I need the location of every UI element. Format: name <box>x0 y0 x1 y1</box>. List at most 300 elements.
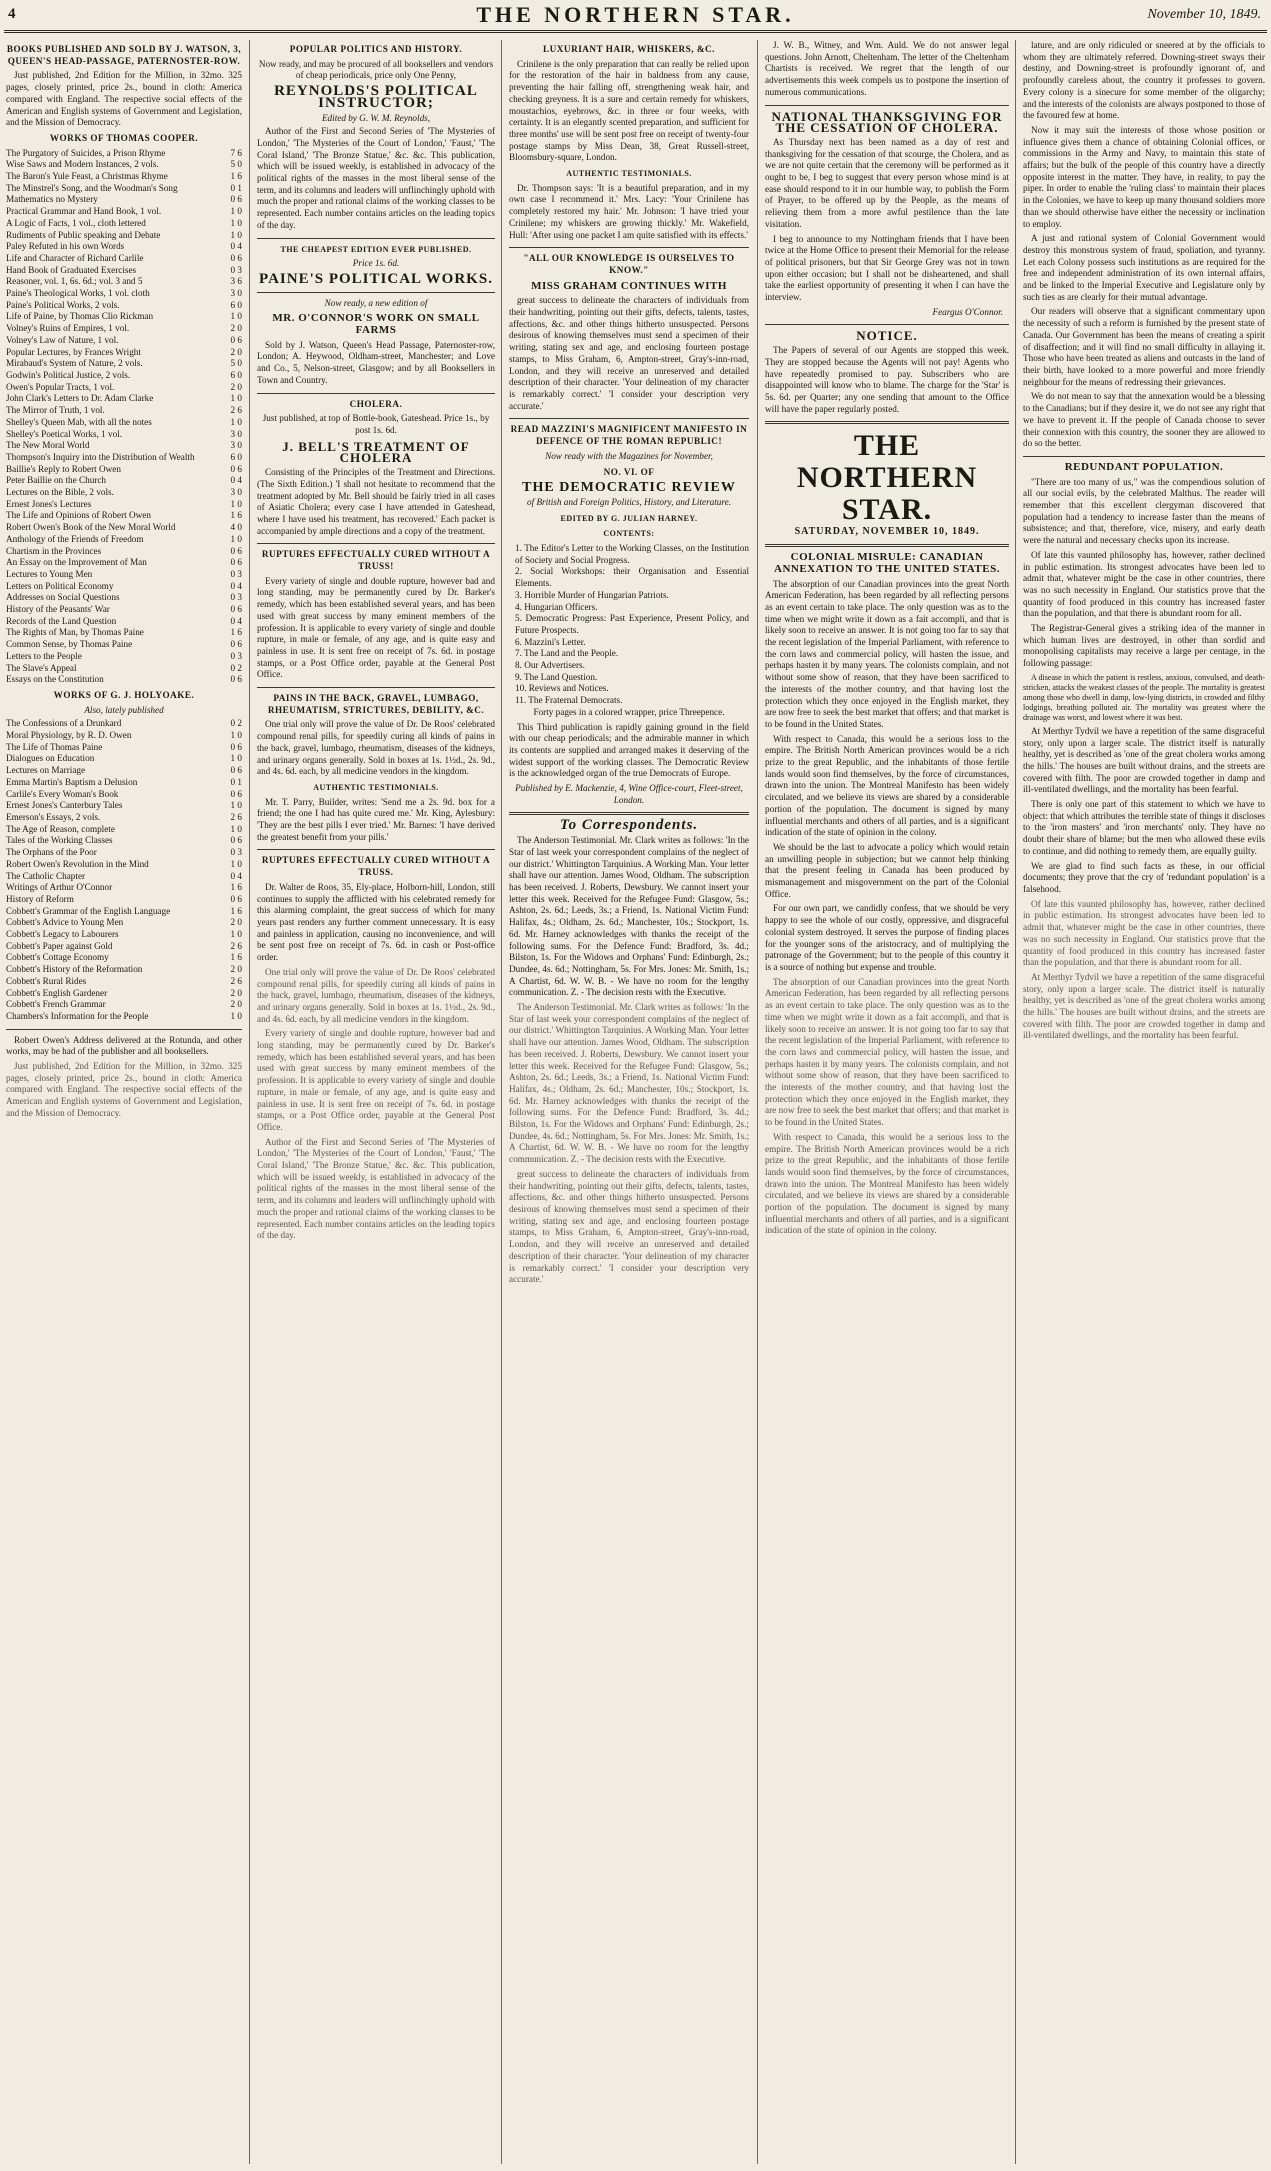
book-price: 0 3 <box>230 847 242 858</box>
book-title: Dialogues on Education <box>6 753 95 764</box>
book-list-item <box>6 393 242 405</box>
contents-item: 1. The Editor's Letter to the Working Classes, on the Institution of Society and Social Progress. <box>515 543 749 565</box>
divider-rule <box>509 418 749 419</box>
notice-heading: NOTICE. <box>856 328 918 344</box>
contents-item: 11. The Fraternal Democrats. <box>515 695 623 706</box>
book-list-item <box>6 616 242 628</box>
book-list-item <box>6 976 242 988</box>
book-price: 1 0 <box>230 416 242 427</box>
book-list-item <box>6 405 242 417</box>
book-title: The Minstrel's Song, and the Woodman's Song <box>6 182 178 193</box>
book-price: 1 0 <box>230 823 242 834</box>
book-price: 1 6 <box>230 510 242 521</box>
review-sub: of British and Foreign Politics, History, and Literature. <box>527 496 731 507</box>
testimonial-heading: AUTHENTIC TESTIMONIALS. <box>313 782 439 792</box>
book-title: Cobbett's Legacy to Labourers <box>6 929 119 940</box>
graham-title: MISS GRAHAM CONTINUES WITH <box>531 279 727 292</box>
book-list-item <box>6 347 242 359</box>
book-list-item <box>6 183 242 195</box>
book-price: 2 0 <box>230 987 242 998</box>
book-price: 1 0 <box>230 800 242 811</box>
book-title: John Clark's Letters to Dr. Adam Clarke <box>6 393 154 404</box>
book-price: 1 0 <box>230 498 242 509</box>
book-price: 1 0 <box>230 533 242 544</box>
book-price: 1 0 <box>230 229 242 240</box>
book-title: The Rights of Man, by Thomas Paine <box>6 627 144 638</box>
book-price: 5 0 <box>230 358 242 369</box>
col1-continuation: Just published, 2nd Edition for the Million, in 32mo. 325 pages, closely printed, price 2s., bound in cloth: America compared with England. The respective social effects of the American and English systems of Government and Legislation, and the Mission of Democracy. <box>6 1061 242 1118</box>
column-3 <box>509 40 749 2164</box>
book-list-item <box>6 812 242 824</box>
pains-body: One trial only will prove the value of Dr. De Roos' celebrated compound renal pills, for speedily curing all kinds of pains in the back, gravel, lumbago, rheumatism, diseases of the kidneys, and urinary organs generally. Sold in boxes at 1s. 1½d., 2s. 9d., and 4s. 6d. each, by all medicine vendors in the kingdom. <box>257 719 495 777</box>
book-price: 6 0 <box>230 369 242 380</box>
ruptures2-heading: RUPTURES EFFECTUALLY CURED WITHOUT A TRUSS. <box>261 855 491 878</box>
divider-rule <box>257 543 495 544</box>
book-price: 2 0 <box>230 964 242 975</box>
review-body: This Third publication is rapidly gaining ground in the field with our cheap periodicals; and the admirable manner in which its contents are supplied and arranged makes it deserving of the widest support of the working classes. The Democratic Review is the acknowledged organ of the true Democrats of Europe. <box>509 721 749 779</box>
column-divider <box>1015 40 1016 2164</box>
oconnor-title: MR. O'CONNOR'S WORK ON SMALL FARMS <box>272 312 480 337</box>
oconnor-heading: Now ready, a new edition of <box>324 297 428 308</box>
column-4 <box>765 40 1009 2164</box>
thanksgiving-heading: NATIONAL THANKSGIVING FOR THE CESSATION OF CHOLERA. <box>771 108 1003 136</box>
contents-item: 2. Social Workshops: their Organisation and Essential Elements. <box>515 566 749 589</box>
book-title: History of the Peasants' War <box>6 604 110 615</box>
book-title: Chartism in the Provinces <box>6 545 102 556</box>
book-price: 0 2 <box>230 718 242 729</box>
review-number: NO. VI. OF <box>603 466 655 477</box>
book-list-item <box>6 311 242 323</box>
merthyr-body: At Merthyr Tydvil we have a repetition of the same disgraceful story, only upon a larger scale. The district itself is naturally healthy, yet is described as 'one of the great cholera works among the hills.' The houses are built without drains, and the streets are covered with filth. The poor are crowded together in damp and ill-ventilated dwellings, and the mortality has been fearful. <box>1023 725 1265 795</box>
book-price: 0 6 <box>230 765 242 776</box>
book-title: Godwin's Political Justice, 2 vols. <box>6 369 131 380</box>
leader-body-3: We should be the last to advocate a policy which would retain an unwilling people in subjection; but we cannot help thinking that the present feeling in Canada has been produced by mismanagement and misgovernment on the part of the Colonial Office. <box>765 841 1009 899</box>
book-price: 2 6 <box>230 940 242 951</box>
book-list-item <box>6 569 242 581</box>
book-list-item <box>6 894 242 906</box>
col2-continuation: One trial only will prove the value of Dr. De Roos' celebrated compound renal pills, for speedily curing all kinds of pains in the back, gravel, lumbago, rheumatism, diseases of the kidneys, and urinary organs generally. Sold in boxes at 1s. 1½d., 2s. 9d., and 4s. 6d. each, by all medicine vendors in the kingdom. Every variety of single and double rupture, however bad and long standing, may be permanently cured by Dr. Barker's remedy, which has been established several years, and has been used with great success by many eminent members of the profession. It is applicable to every variety of single and double rupture, in male or female, of any age, and is quite easy and painless in use. It is sent free on receipt of 7s. 6d. in postage stamps, or a Post Office order, payable at the General Post Office. Author of the First and Second Series of 'The Mysteries of London,' 'The Mysteries of the Court of London,' 'Faust,' 'The Coral Island,' 'The Bronze Statue,' &c. &c. This publication, which will be issued weekly, is established in advocacy of the political rights of the masses in the most liberal sense of the term, and its columns and leaders will unflinchingly uphold with much the proper and rational claims of the working classes to be represented. Each number contains articles on the leading topics of the day. <box>257 966 495 1241</box>
book-price: 2 0 <box>230 323 242 334</box>
book-title: Cobbett's English Gardener <box>6 987 108 998</box>
book-list-item <box>6 253 242 265</box>
contents-item: 9. The Land Question. <box>515 671 598 682</box>
reynolds-body: Author of the First and Second Series of 'The Mysteries of London,' 'The Mysteries of the Court of London,' 'Faust,' 'The Coral Island,' 'The Bronze Statue,' &c. &c. This publication, which will be issued weekly, is established in advocacy of the political rights of the masses in the most liberal sense of the term, and its columns and leaders will unflinchingly uphold with much the proper and rational claims of the working classes to be represented. Each number contains articles on the leading topics of the day. <box>257 126 495 230</box>
book-title: The New Moral World <box>6 440 90 451</box>
paine-heading: THE CHEAPEST EDITION EVER PUBLISHED. <box>280 244 472 254</box>
book-title: Practical Grammar and Hand Book, 1 vol. <box>6 206 162 217</box>
ruptures-body: Every variety of single and double rupture, however bad and long standing, may be permanently cured by Dr. Barker's remedy, which has been established several years, and has been used with great success by many eminent members of the profession. It is applicable to every variety of single and double rupture, in male or female, of any age, and is quite easy and painless in use. It is sent free on receipt of 7s. 6d. in postage stamps, or a Post Office order, payable at the General Post Office. <box>257 575 495 680</box>
divider-rule <box>257 687 495 688</box>
closing-body-2: We are glad to find such facts as these, in our official documents; they prove that the cry of 'redundant population' is a falsehood. <box>1023 860 1265 894</box>
book-list-item <box>6 651 242 663</box>
book-list-item <box>6 358 242 370</box>
book-price: 0 3 <box>230 264 242 275</box>
correspondents-body: The Anderson Testimonial. Mr. Clark writes as follows: 'In the Star of last week your correspondent complains of the neglect of our district.' Whittington Tarquinius. A Working Man. Your letter shall have our attention. James Wood, Oldham. The subscription has been received. J. Roberts, Dewsbury. We cannot insert your letter this week. Received for the Refugee Fund: Glasgow, 5s.; Ashton, 2s. 6d.; Leeds, 3s.; a Friend, 1s. National Victim Fund: Halifax, 4s.; Oldham, 2s. 6d.; Manchester, 10s.; Stockport, 1s. 6d. Mr. Harney acknowledges with thanks the receipt of the following sums. For the Defence Fund: Bradford, 3s. 4d.; Bilston, 1s. For the Widows and Orphans' Fund: Edinburgh, 2s.; Dundee, 4s. 6d.; Nottingham, 5s. For Mrs. Jones: Mr. Smith, 1s.; A Chartist, 6d. W. W. B. - We have no room for the lengthy communication. Z. - The decision rests with the Executive. <box>509 835 749 998</box>
ruptures2-body: Dr. Walter de Roos, 35, Ely-place, Holborn-hill, London, still continues to supply the afflicted with his celebrated remedy for this alarming complaint, the great success of which for many years past renders any further comment unnecessary. It is easy and painless in application, causing no inconvenience, and will be sent post free on receipt of 7s. 6d. in cash or Post-office order. <box>257 881 495 963</box>
book-price: 0 6 <box>230 893 242 904</box>
cholera-heading: CHOLERA. <box>349 398 403 409</box>
book-title: Life of Paine, by Thomas Clio Rickman <box>6 311 154 322</box>
book-price: 1 0 <box>230 1010 242 1021</box>
book-list-item <box>6 218 242 230</box>
book-price: 2 6 <box>230 975 242 986</box>
book-title: Writings of Arthur O'Connor <box>6 882 113 893</box>
hair-body: Crinilene is the only preparation that can really be relied upon for the restoration of the hair in baldness from any cause, preventing the hair falling off, strengthening weak hair, and checking greyness. It is a sure and certain remedy for whiskers, moustachios, eyebrows, &c. in three or four weeks, with certainty. It is an elegantly scented preparation, and sufficient for three months' use will be sent post free on receipt of twenty-four postage stamps by Miss Dean, 38, Great Russell-street, Bloomsbury-square, London. <box>509 58 749 163</box>
graham-body: great success to delineate the characters of individuals from their handwriting, pointing out their gifts, defects, talents, tastes, affections, &c. and other things hitherto unsuspected. Persons desirous of knowing themselves must send a specimen of their writing, stating sex and age, and enclosing fourteen postage stamps, to Miss Graham, 6, Ampton-street, Gray's-inn-road, London, and they will receive an unreserved and detailed description of their character. 'Your delineation of my character is remarkably correct.' 'I consider your description very accurate.' <box>509 295 749 411</box>
book-price: 2 0 <box>230 917 242 928</box>
contents-item: 10. Reviews and Notices. <box>515 683 609 694</box>
book-title: Lectures to Young Men <box>6 568 93 579</box>
book-title: An Essay on the Improvement of Man <box>6 557 147 568</box>
book-list-item <box>6 499 242 511</box>
book-list-item <box>6 718 242 730</box>
review-price: Forty pages in a colored wrapper, price Threepence. <box>533 706 725 717</box>
book-list-item <box>6 859 242 871</box>
mazzini-heading: READ MAZZINI'S MAGNIFICENT MANIFESTO IN DEFENCE OF THE ROMAN REPUBLIC! <box>510 424 748 447</box>
book-title: Reasoner, vol. 1, 6s. 6d.; vol. 3 and 5 <box>6 276 143 287</box>
book-title: The Slave's Appeal <box>6 662 77 673</box>
book-list-item <box>6 999 242 1011</box>
book-list-item <box>6 639 242 651</box>
book-title: Records of the Land Question <box>6 615 117 626</box>
reynolds-title: REYNOLDS'S POLITICAL INSTRUCTOR; <box>274 83 478 111</box>
column-divider <box>249 40 250 2164</box>
book-title: Tales of the Working Classes <box>6 835 113 846</box>
book-price: 0 3 <box>230 650 242 661</box>
book-price: 1 0 <box>230 217 242 228</box>
book-title: Lectures on Marriage <box>6 765 86 776</box>
book-list-item <box>6 742 242 754</box>
book-list-item <box>6 417 242 429</box>
masthead-rule <box>4 30 1267 33</box>
book-list-item <box>6 276 242 288</box>
book-title: Mathematics no Mystery <box>6 194 98 205</box>
thanksgiving-body-2: I beg to announce to my Nottingham friends that I have been twice at the Home Office to present their Memorial for the release of political prisoners, but that Sir George Grey was not in town upon either occasion; but I shall not be disheartened, and shall take the earliest opportunity of presenting it when I can have the interview. <box>765 233 1009 303</box>
book-title: Common Sense, by Thomas Paine <box>6 639 133 650</box>
book-list-item <box>6 557 242 569</box>
book-list-item <box>6 730 242 742</box>
book-list-item <box>6 789 242 801</box>
column-2 <box>257 40 495 2164</box>
masthead <box>0 0 1271 30</box>
book-list-item <box>6 906 242 918</box>
book-list-item <box>6 777 242 789</box>
book-title: Paine's Theological Works, 1 vol. cloth <box>6 288 150 299</box>
book-title: Cobbett's French Grammar <box>6 999 106 1010</box>
book-list-item <box>6 370 242 382</box>
book-list-item <box>6 952 242 964</box>
book-list-item <box>6 429 242 441</box>
list2-heading: Also, lately published <box>84 704 164 715</box>
book-title: Shelley's Queen Mab, with all the notes <box>6 416 152 427</box>
book-list-item <box>6 534 242 546</box>
book-price: 2 0 <box>230 999 242 1010</box>
leader-body-1: The absorption of our Canadian provinces into the great North American Federation, has been regarded by all reflecting persons as an event certain to take place. The only question was as to the time when we might write it down as a fait accompli, and that is likely soon to receive an answer. It is not going too far to say that the recent legislation of the Imperial Parliament, with reference to the corn laws and commercial policy, will hasten the issue, and perhaps hasten it by many years. The colonists complain, and not without some show of reason, that they have been sacrificed to the interests of the mother country, and that having lost the protection which they once enjoyed in the English market, they are now free to seek the best market that offers; and that market is to be found in the United States. <box>765 578 1009 729</box>
redundant-quote: "There are too many of us," was the compendious solution of all our social evils, by the celebrated Malthus. The reader will remember that this excellent clergyman discovered that population had a tendency to increase faster than the means of subsistence; and that, therefore, vice, misery, and early death were the natural and necessary checks upon its increase. <box>1023 476 1265 546</box>
book-list-item <box>6 917 242 929</box>
book-price: 0 6 <box>230 194 242 205</box>
leader-body-4: For our own part, we candidly confess, that we should be very happy to see the whole of our costly, oppressive, and disgraceful colonial system destroyed. It serves the purpose of finding places for the younger sons of the aristocracy, and of multiplying the patronage of the Government; but to the people of this country it is a source of nothing but expense and trouble. <box>765 903 1009 972</box>
book-title: Robert Owen's Revolution in the Mind <box>6 858 149 869</box>
contents-item: 3. Horrible Murder of Hungarian Patriots. <box>515 589 669 600</box>
book-title: Lectures on the Bible, 2 vols. <box>6 487 114 498</box>
book-price: 0 6 <box>230 463 242 474</box>
book-price: 3 6 <box>230 276 242 287</box>
book-title: Ernest Jones's Canterbury Tales <box>6 800 123 811</box>
leader-cont-4: Our readers will observe that a significant commentary upon the necessity of such a reform is furnished by the present state of Canada. Our Government has been the means of creating a spirit of disaffection; and it will find no small difficulty in allaying it. Those who have been treated as aliens and outcasts in the land of their birth, have looked to a more powerful and more friendly neighbour for the means of redressing their grievances. <box>1023 306 1265 387</box>
book-title: History of Reform <box>6 893 74 904</box>
book-title: The Age of Reason, complete <box>6 823 115 834</box>
divider-rule <box>509 812 749 815</box>
book-price: 0 4 <box>230 870 242 881</box>
book-price: 3 0 <box>230 440 242 451</box>
col5-continuation: Of late this vaunted philosophy has, however, rather declined in public estimation. Its strongest advocates have been led to admit that, whatever might be the case in other countries, there was no such necessity in England. Our statistics prove that the quantity of food produced in this country has increased faster than the population, and that there is abundant room for all. At Merthyr Tydvil we have a repetition of the same disgraceful story, only upon a larger scale. The district itself is naturally healthy, yet is described as 'one of the great cholera works among the hills.' The houses are built without drains, and the streets are covered with filth. The poor are crowded together in damp and ill-ventilated dwellings, and the mortality has been fearful. <box>1023 898 1265 1041</box>
book-list-2 <box>6 718 242 1022</box>
book-title: Emma Martin's Baptism a Delusion <box>6 776 138 787</box>
book-price: 7 6 <box>230 147 242 158</box>
book-price: 1 6 <box>230 171 242 182</box>
book-price: 0 6 <box>230 835 242 846</box>
thanksgiving-signature: Feargus O'Connor. <box>932 306 1003 317</box>
book-title: Owen's Popular Tracts, 1 vol. <box>6 381 115 392</box>
book-list-item <box>6 159 242 171</box>
book-title: Letters to the People <box>6 650 82 661</box>
review-editor: EDITED BY G. JULIAN HARNEY. <box>560 513 698 523</box>
book-title: Volney's Ruins of Empires, 1 vol. <box>6 323 130 334</box>
book-title: Wise Saws and Modern Instances, 2 vols. <box>6 159 159 170</box>
book-title: Rudiments of Public speaking and Debate <box>6 229 161 240</box>
divider-rule <box>1023 456 1265 457</box>
book-title: Hand Book of Graduated Exercises <box>6 264 137 275</box>
book-price: 2 6 <box>230 405 242 416</box>
book-title: The Purgatory of Suicides, a Prison Rhyme <box>6 147 166 158</box>
book-title: The Baron's Yule Feast, a Christmas Rhyme <box>6 171 168 182</box>
column-5 <box>1023 40 1265 2164</box>
book-title: A Logic of Facts, 1 vol., cloth lettered <box>6 217 146 228</box>
book-title: Anthology of the Friends of Freedom <box>6 533 144 544</box>
book-price: 1 6 <box>230 627 242 638</box>
book-list-item <box>6 1011 242 1023</box>
book-title: Mirabaud's System of Nature, 2 vols. <box>6 358 143 369</box>
column-divider <box>757 40 758 2164</box>
book-title: Paley Refuted in his own Words <box>6 241 125 252</box>
book-price: 0 1 <box>230 182 242 193</box>
book-title: Baillie's Reply to Robert Owen <box>6 463 121 474</box>
book-price: 1 6 <box>230 882 242 893</box>
book-list-item <box>6 800 242 812</box>
book-list-item <box>6 265 242 277</box>
book-price: 1 0 <box>230 311 242 322</box>
redundant-body: Of late this vaunted philosophy has, however, rather declined in public estimation. Its strongest advocates have been led to admit that, whatever might be the case in other countries, there was no such necessity in England. Our statistics prove that the quantity of food produced in this country has increased faster than the population, and that there is abundant room for all. <box>1023 549 1265 619</box>
contents-list <box>509 543 749 707</box>
book-title: Life and Character of Richard Carlile <box>6 252 144 263</box>
book-title: The Life and Opinions of Robert Owen <box>6 510 151 521</box>
pains-heading: PAINS IN THE BACK, GRAVEL, LUMBAGO, RHEUMATISM, STRICTURES, DEBILITY, &C. <box>267 693 485 715</box>
book-list-item <box>6 663 242 675</box>
book-list-item <box>6 929 242 941</box>
leader-cont-1: lature, and are only ridiculed or sneered at by the officials to whom they are ultimately referred. Downing-street sways their destiny, and Downing-street is profoundly ignorant of, and profoundly careless about, the country it professes to govern. Every colony is a sinecure for some member of the oligarchy; and the interests of the colonists are always postponed to those of the favoured few at home. <box>1023 40 1265 121</box>
divider-rule <box>257 393 495 394</box>
contents-item: 7. The Land and the People. <box>515 648 619 659</box>
book-list-item <box>6 824 242 836</box>
reynolds-intro: Now ready, and may be procured of all booksellers and vendors of cheap periodicals, price only One Penny, <box>258 58 494 81</box>
registrar-quote: A disease in which the patient is restless, anxious, convulsed, and death-stricken, attacks the weakest classes of the people. The mortality is greatest among those who dwell in damp, low-lying districts, in crowded and filthy lodgings, breathing polluted air. The mortality was greatest where the drainage was worst, and lowest where it was best. <box>1023 672 1265 722</box>
book-list-item <box>6 335 242 347</box>
book-price: 5 0 <box>230 159 242 170</box>
book-list-item <box>6 765 242 777</box>
book-list-item <box>6 148 242 160</box>
book-price: 0 2 <box>230 662 242 673</box>
bell-body: Consisting of the Principles of the Treatment and Directions. (The Sixth Edition.) 'I shall not hesitate to recommend that the treatment adopted by Mr. Bell should be fairly tried in all cases of Asiatic Cholera; every case I have attended in Gateshead, where I have used his treatment, has recovered.' Each packet is accompanied by ample directions and a copy of the treatment. <box>257 467 495 536</box>
book-list-item <box>6 323 242 335</box>
book-price: 6 0 <box>230 299 242 310</box>
registrar-body: The Registrar-General gives a striking idea of the manner in which human lives are destroyed, in other than sordid and monopolising capitalists may receive a large per centage, in the following passage: <box>1023 623 1265 669</box>
book-list-item <box>6 464 242 476</box>
book-title: Addresses on Social Questions <box>6 592 120 603</box>
correspondents-heading: To Correspondents. <box>559 817 699 834</box>
book-price: 2 0 <box>230 381 242 392</box>
book-list-item <box>6 440 242 452</box>
book-price: 0 3 <box>230 592 242 603</box>
contents-item: 8. Our Advertisers. <box>515 660 585 671</box>
book-price: 4 0 <box>230 522 242 533</box>
book-list-item <box>6 847 242 859</box>
book-list-item <box>6 288 242 300</box>
book-list-item <box>6 206 242 218</box>
book-price: 2 0 <box>230 346 242 357</box>
review-title: THE DEMOCRATIC REVIEW <box>522 480 736 496</box>
book-list-item <box>6 871 242 883</box>
book-title: Popular Lectures, by Frances Wright <box>6 346 141 357</box>
cooper-works-heading: WORKS OF THOMAS COOPER. <box>49 132 199 143</box>
book-price: 3 0 <box>230 428 242 439</box>
book-title: Cobbett's Cottage Economy <box>6 952 109 963</box>
graham-heading: "ALL OUR KNOWLEDGE IS OURSELVES TO KNOW." <box>523 253 735 275</box>
books-intro: Just published, 2nd Edition for the Million, in 32mo. 325 pages, closely printed, price 2s., bound in cloth: America compared with England. The respective social effects of the American and English systems of Government and Legislation, and the Mission of Democracy. <box>6 70 242 128</box>
book-list-item <box>6 964 242 976</box>
book-price: 0 6 <box>230 334 242 345</box>
book-title: The Mirror of Truth, 1 vol. <box>6 405 105 416</box>
book-title: Peter Baillie on the Church <box>6 475 107 486</box>
thanksgiving-body: As Thursday next has been named as a day of rest and thanksgiving for the cessation of that scourge, the Cholera, and as we are not quite certain that the ceremony will be performed as it ought to be, I beg to suggest that every person whose mind is at ease should respond to it in our humble way, to publish the Form of Prayer, to be offered up by the People, as the means of relieving them from a more awful pestilence than the late visitation. <box>765 136 1009 229</box>
book-price: 1 0 <box>230 730 242 741</box>
book-title: Cobbett's Grammar of the English Language <box>6 905 171 916</box>
issue-date: November 10, 1849. <box>1147 7 1261 22</box>
book-list-item <box>6 522 242 534</box>
book-list-item <box>6 627 242 639</box>
page-number: 4 <box>8 6 16 22</box>
book-price: 0 4 <box>230 241 242 252</box>
book-price: 0 6 <box>230 639 242 650</box>
book-list-item <box>6 452 242 464</box>
book-title: Cobbett's Advice to Young Men <box>6 917 124 928</box>
book-list-item <box>6 487 242 499</box>
leader-date: SATURDAY, NOVEMBER 10, 1849. <box>794 526 980 538</box>
book-list-item <box>6 241 242 253</box>
book-title: Ernest Jones's Lectures <box>6 498 92 509</box>
book-price: 0 1 <box>230 776 242 787</box>
book-price: 1 0 <box>230 929 242 940</box>
contents-item: 5. Democratic Progress: Past Experience, Present Policy, and Future Prospects. <box>515 613 749 635</box>
bell-title: J. BELL'S TREATMENT OF CHOLERA <box>282 438 470 466</box>
book-title: Essays on the Constitution <box>6 674 104 685</box>
book-price: 0 6 <box>230 788 242 799</box>
politics-heading: POPULAR POLITICS AND HISTORY. <box>289 44 463 54</box>
closing-body: There is only one part of this statement to which we have to object: that which attributes the terrible state of things it discloses to the 'iron masters' and 'iron merchants' only. They have no doubt their share of blame; but the men who allowed these evils to continue, and did nothing to remedy them, are equally guilty. <box>1023 799 1265 856</box>
book-title: The Catholic Chapter <box>6 870 86 881</box>
mazzini-sub: Now ready with the Magazines for November, <box>545 450 713 461</box>
book-title: The Orphans of the Poor <box>6 847 97 858</box>
book-list-item <box>6 882 242 894</box>
book-title: The Life of Thomas Paine <box>6 741 103 752</box>
book-list-item <box>6 753 242 765</box>
book-list-item <box>6 546 242 558</box>
book-title: Moral Physiology, by R. D. Owen <box>6 730 132 741</box>
notices-top: J. W. B., Witney, and Wm. Auld. We do not answer legal questions. John Arnott, Cheltenham. The letter of the Cheltenham Chartists is received. We regret that the length of our advertisements this week compels us to postpone the insertion of numerous communications. <box>765 40 1009 97</box>
book-price: 1 0 <box>230 753 242 764</box>
hair-testimonial-body: Dr. Thompson says: 'It is a beautiful preparation, and in my own case I recommend it.' Mrs. Lacy: 'Your Crinilene has completely restored my hair.' Mr. Johnson: 'I have tried your Crinilene; my whiskers are growing thickly.' Mr. Wakefield, Hull: 'After using one packet I am quite satisfied with its effects.' <box>509 182 749 240</box>
leader-cont-2: Now it may suit the interests of those whose position or influence gives them a chance of obtaining Colonial offices, or commissions in the Army and Navy, to maintain this state of affairs; but the bulk of the people of this country have a directly opposite interest in the matter. They have, in reality, to pay the piper. In order to enable the 'ruling class' to maintain their places in the Colonies, we have to keep up many thousand soldiers more than we should otherwise have either the necessity or inclination to employ. <box>1023 124 1265 229</box>
book-list-item <box>6 382 242 394</box>
book-list-item <box>6 510 242 522</box>
divider-rule <box>765 544 1009 547</box>
contents-item: 4. Hungarian Officers. <box>515 601 598 612</box>
book-list-item <box>6 475 242 487</box>
book-price: 0 6 <box>230 741 242 752</box>
leader-title: THE NORTHERN STAR. <box>796 429 978 527</box>
hair-heading: LUXURIANT HAIR, WHISKERS, &C. <box>543 44 715 54</box>
book-price: 1 0 <box>230 206 242 217</box>
divider-rule <box>257 849 495 850</box>
leader-cont-3: A just and rational system of Colonial Government would destroy this monstrous system of fraud, spoliation, and tyranny. Let each Colony possess such institutions as are required for the free and independent administration of its own internal affairs, and be linked to the Imperial Executive and Legislature only by such ties as are clearly for their mutual advantage. <box>1023 233 1265 302</box>
divider-rule <box>765 421 1009 424</box>
book-title: Letters on Political Economy <box>6 580 114 591</box>
book-list <box>6 148 242 686</box>
redundant-heading: REDUNDANT POPULATION. <box>1064 460 1224 473</box>
leader-cont-5: We do not mean to say that the annexation would be a blessing to the Canadians; but if they desire it, we do not see any right that we have to prevent it. If the people of Canada choose to sever their connexion with this country, the sooner they are allowed to do so the better. <box>1023 391 1265 449</box>
book-title: Chambers's Information for the People <box>6 1010 149 1021</box>
book-title: Paine's Political Works, 2 vols. <box>6 299 120 310</box>
book-price: 0 3 <box>230 568 242 579</box>
book-title: Cobbett's History of the Reformation <box>6 964 143 975</box>
book-title: Robert Owen's Book of the New Moral World <box>6 522 176 533</box>
book-price: 3 0 <box>230 487 242 498</box>
paine-price: Price 1s. 6d. <box>352 258 400 269</box>
paper-title: THE NORTHERN STAR. <box>476 2 795 27</box>
book-price: 2 6 <box>230 812 242 822</box>
book-list-item <box>6 171 242 183</box>
book-price: 0 6 <box>230 557 242 568</box>
ruptures-heading: RUPTURES EFFECTUALLY CURED WITHOUT A TRUSS! <box>261 549 491 572</box>
testimonial-body: Mr. T. Parry, Builder, writes: 'Send me a 2s. 9d. box for a friend; the one I had has quite cured me.' Mr. King, Aylesbury: 'They are the best pills I ever tried.' Mr. Barnes: 'I have derived the greatest benefit from your pills.' <box>257 796 495 842</box>
col3-continuation: The Anderson Testimonial. Mr. Clark writes as follows: 'In the Star of last week your correspondent complains of the neglect of our district.' Whittington Tarquinius. A Working Man. Your letter shall have our attention. James Wood, Oldham. The subscription has been received. J. Roberts, Dewsbury. We cannot insert your letter this week. Received for the Refugee Fund: Glasgow, 5s.; Ashton, 2s. 6d.; Leeds, 3s.; a Friend, 1s. National Victim Fund: Halifax, 4s.; Oldham, 2s. 6d.; Manchester, 10s.; Stockport, 1s. 6d. Mr. Harney acknowledges with thanks the receipt of the following sums. For the Defence Fund: Bradford, 3s. 4d.; Bilston, 1s. For the Widows and Orphans' Fund: Edinburgh, 2s.; Dundee, 4s. 6d.; Nottingham, 5s. For Mrs. Jones: Mr. Smith, 1s.; A Chartist, 6d. W. W. B. - We have no room for the lengthy communication. Z. - The decision rests with the Executive. great success to delineate the characters of individuals from their handwriting, pointing out their gifts, defects, talents, tastes, affections, &c. and other things hitherto unsuspected. Persons desirous of knowing themselves must send a specimen of their writing, stating sex and age, and enclosing fourteen postage stamps, to Miss Graham, 6, Ampton-street, Gray's-inn-road, London, and they will receive an unreserved and detailed description of their character. 'Your delineation of my character is remarkably correct.' 'I consider your description very accurate.' <box>509 1002 749 1285</box>
contents-heading: CONTENTS: <box>603 529 655 539</box>
col4-continuation: The absorption of our Canadian provinces into the great North American Federation, has been regarded by all reflecting persons as an event certain to take place. The only question was as to the time when we might write it down as a fait accompli, and that is likely soon to receive an answer. It is not going too far to say that the recent legislation of the Imperial Parliament, with reference to the corn laws and commercial policy, will hasten the issue, and perhaps hasten it by many years. The colonists complain, and not without some show of reason, that they have been sacrificed to the interests of the mother country, and that having lost the protection which they once enjoyed in the English market, they are now free to seek the best market that offers; and that market is to be found in the United States. With respect to Canada, this would be a serious loss to the empire. The British North American provinces would be a rich prize to the great Republic, and the inhabitants of those fertile lands would soon find themselves, by the force of circumstances, drawn into the union. The Montreal Manifesto has been widely circulated, and we believe its views are shared by a considerable portion of the population. The document is signed by many influential merchants and others of all parties, and is a significant indication of the state of opinion in the colony. <box>765 976 1009 1236</box>
book-list-item <box>6 941 242 953</box>
divider-rule <box>765 105 1009 106</box>
oconnor-body: Sold by J. Watson, Queen's Head Passage, Paternoster-row, London; A. Heywood, Oldham-street, Manchester; and Love and Co., 5, Nelson-street, Glasgow; and by all Booksellers in Town and Country. <box>257 339 495 385</box>
book-title: Thompson's Inquiry into the Distribution of Wealth <box>6 451 195 462</box>
book-price: 0 6 <box>230 674 242 685</box>
paine-title: PAINE'S POLITICAL WORKS. <box>259 270 493 287</box>
book-price: 1 6 <box>230 905 242 916</box>
book-price: 0 6 <box>230 604 242 615</box>
book-list-item <box>6 592 242 604</box>
contents-item: 6. Mazzini's Letter. <box>515 636 586 647</box>
book-list-item <box>6 835 242 847</box>
book-title: Emerson's Essays, 2 vols. <box>6 812 101 822</box>
divider-rule <box>765 324 1009 325</box>
